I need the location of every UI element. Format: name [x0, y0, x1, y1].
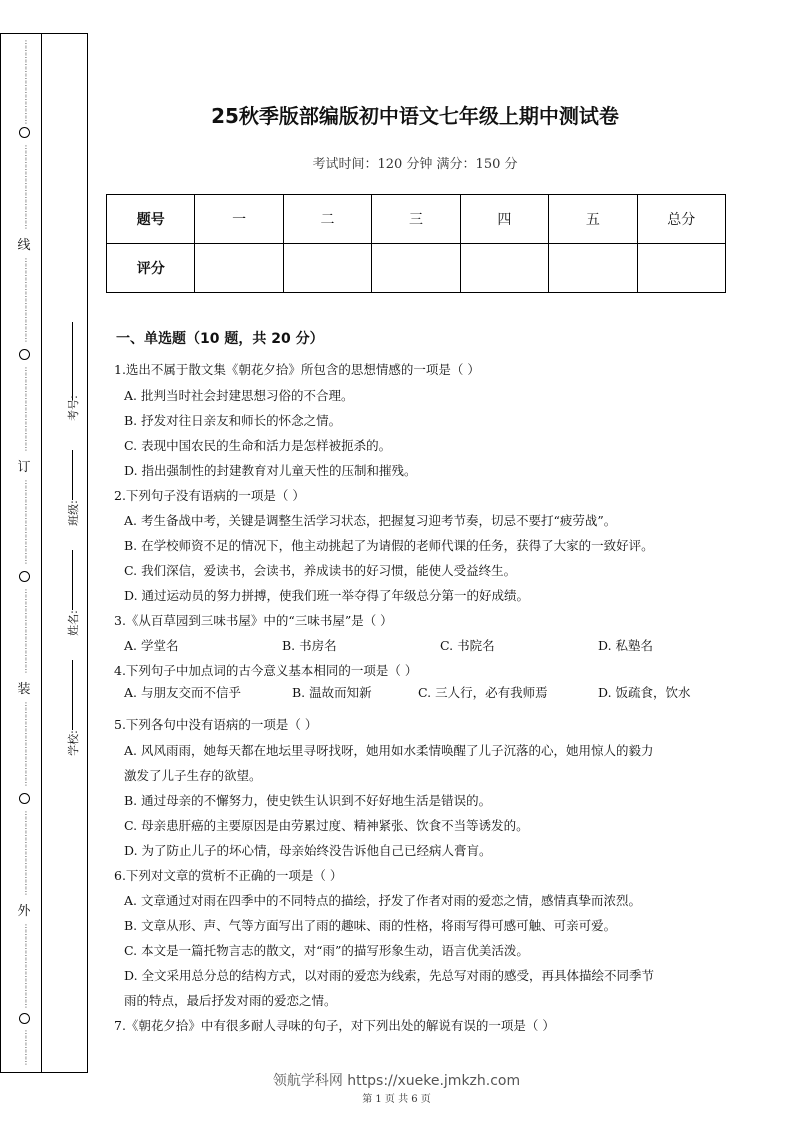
option: B. 在学校师资不足的情况下，他主动挑起了为请假的老师代课的任务，获得了大家的一致好评。: [124, 538, 654, 553]
option: C. 表现中国农民的生命和活力是怎样被扼杀的。: [124, 438, 392, 453]
score-cell[interactable]: [195, 244, 283, 293]
option: D. 全文采用总分总的结构方式，以对雨的爱恋为线索，先总写对雨的感受，再具体描绘不同季节: [124, 968, 655, 983]
binding-dots: ⋮ ⋮ ⋮ ⋮ ⋮ ⋮ ⋮ ⋮ ⋮ ⋮ ⋮ ⋮: [22, 144, 30, 230]
exam-info: 考试时间：120 分钟 满分：150 分: [312, 157, 518, 172]
page-title: 25秋季版部编版初中语文七年级上期中测试卷: [211, 104, 619, 128]
option: D. 饭疏食，饮水: [598, 685, 691, 700]
binding-dots: ⋮ ⋮ ⋮ ⋮ ⋮ ⋮ ⋮ ⋮ ⋮ ⋮ ⋮ ⋮: [22, 257, 30, 343]
footer-site: 领航学科网 https://xueke.jmkzh.com: [272, 1073, 521, 1089]
score-cell[interactable]: [283, 244, 371, 293]
binding-char-line: 线: [16, 234, 32, 253]
option: D. 私塾名: [598, 638, 654, 653]
table-row: [107, 195, 726, 244]
table-cell: 四: [460, 195, 548, 244]
field-class: 班级:: [66, 500, 80, 526]
option: D. 为了防止儿子的坏心情，母亲始终没告诉他自己已经病人膏肓。: [124, 843, 492, 858]
question-1: 1.选出不属于散文集《朝花夕拾》所包含的思想情感的一项是（ ）: [114, 362, 480, 377]
binding-dots: ⋮ ⋮ ⋮ ⋮ ⋮ ⋮ ⋮ ⋮ ⋮ ⋮ ⋮ ⋮: [22, 810, 30, 896]
field-line[interactable]: [72, 660, 73, 730]
field-line[interactable]: [72, 450, 73, 500]
option: A. 批判当时社会封建思想习俗的不合理。: [124, 388, 354, 403]
option: A. 文章通过对雨在四季中的不同特点的描绘，抒发了作者对雨的爱恋之情，感情真挚而浓烈。: [124, 893, 641, 908]
page-number: 第 1 页 共 6 页: [362, 1094, 431, 1105]
question-5: 5.下列各句中没有语病的一项是（ ）: [114, 717, 318, 732]
score-cell[interactable]: [637, 244, 725, 293]
question-4: 4.下列句子中加点词的古今意义基本相同的一项是（ ）: [114, 663, 418, 678]
option: B. 抒发对往日亲友和师长的怀念之情。: [124, 413, 342, 428]
table-cell: 题号: [107, 195, 195, 244]
binding-hole: [19, 127, 30, 138]
question-3: 3.《从百草园到三味书屋》中的“三味书屋”是（ ）: [114, 613, 393, 628]
score-cell[interactable]: [372, 244, 460, 293]
question-2: 2.下列句子没有语病的一项是（ ）: [114, 488, 305, 503]
option: C. 本文是一篇托物言志的散文，对“雨”的描写形象生动，语言优美活泼。: [124, 943, 529, 958]
table-cell: 评分: [107, 244, 195, 293]
table-cell: 五: [549, 195, 637, 244]
binding-dots: ⋮ ⋮ ⋮ ⋮ ⋮ ⋮ ⋮ ⋮ ⋮ ⋮ ⋮ ⋮: [22, 588, 30, 674]
option: B. 文章从形、声、气等方面写出了雨的趣味、雨的性格，将雨写得可感可触、可亲可爱。: [124, 918, 617, 933]
field-line[interactable]: [72, 550, 73, 610]
binding-dots: ⋮ ⋮ ⋮ ⋮ ⋮ ⋮ ⋮ ⋮ ⋮ ⋮ ⋮ ⋮: [22, 39, 30, 125]
option: A. 学堂名: [124, 638, 179, 653]
binding-divider: [41, 34, 42, 1072]
option-continuation: 激发了儿子生存的欲望。: [124, 768, 262, 783]
binding-char-order: 订: [16, 456, 32, 475]
section-heading: 一、单选题（10 题，共 20 分）: [116, 331, 324, 347]
option: D. 指出强制性的封建教育对儿童天性的压制和摧残。: [124, 463, 417, 478]
binding-dots: ⋮ ⋮ ⋮ ⋮ ⋮ ⋮ ⋮ ⋮ ⋮ ⋮ ⋮ ⋮: [22, 479, 30, 565]
binding-dots: ⋮ ⋮ ⋮ ⋮ ⋮ ⋮ ⋮ ⋮ ⋮ ⋮ ⋮ ⋮: [22, 701, 30, 787]
table-cell: 二: [283, 195, 371, 244]
score-cell[interactable]: [549, 244, 637, 293]
binding-char-outer: 外: [16, 900, 32, 919]
option: C. 书院名: [440, 638, 495, 653]
question-6: 6.下列对文章的赏析不正确的一项是（ ）: [114, 868, 343, 883]
question-7: 7.《朝花夕拾》中有很多耐人寻味的句子，对下列出处的解说有误的一项是（ ）: [114, 1018, 555, 1033]
option: C. 母亲患肝癌的主要原因是由劳累过度、精神紧张、饮食不当等诱发的。: [124, 818, 529, 833]
table-cell: 三: [372, 195, 460, 244]
field-exam-number: 考号:: [66, 395, 80, 421]
binding-dots: ⋮ ⋮ ⋮ ⋮ ⋮: [22, 1029, 30, 1066]
option: C. 三人行，必有我师焉: [418, 685, 548, 700]
table-cell: 一: [195, 195, 283, 244]
field-school: 学校:: [66, 730, 80, 756]
field-line[interactable]: [72, 322, 73, 400]
option: B. 书房名: [282, 638, 337, 653]
score-cell[interactable]: [460, 244, 548, 293]
binding-hole: [19, 793, 30, 804]
binding-char-bind: 装: [16, 678, 32, 697]
score-table: [106, 194, 726, 293]
option: A. 风风雨雨，她每天都在地坛里寻呀找呀，她用如水柔情唤醒了儿子沉落的心，她用惊人的毅力: [124, 743, 654, 758]
binding-hole: [19, 349, 30, 360]
option: A. 考生备战中考，关键是调整生活学习状态，把握复习迎考节奏，切忌不要打“疲劳战”。: [124, 513, 617, 528]
binding-margin: [0, 33, 88, 1073]
binding-hole: [19, 1013, 30, 1024]
binding-dots: ⋮ ⋮ ⋮ ⋮ ⋮ ⋮ ⋮ ⋮ ⋮ ⋮ ⋮ ⋮: [22, 366, 30, 452]
option: C. 我们深信，爱读书，会读书，养成读书的好习惯，能使人受益终生。: [124, 563, 517, 578]
table-cell: 总分: [637, 195, 725, 244]
option-continuation: 雨的特点，最后抒发对雨的爱恋之情。: [124, 993, 337, 1008]
option: D. 通过运动员的努力拼搏，使我们班一举夺得了年级总分第一的好成绩。: [124, 588, 530, 603]
binding-hole: [19, 571, 30, 582]
option: A. 与朋友交而不信乎: [124, 685, 241, 700]
binding-dots: ⋮ ⋮ ⋮ ⋮ ⋮ ⋮ ⋮ ⋮ ⋮ ⋮ ⋮ ⋮: [22, 923, 30, 1009]
table-row: [107, 244, 726, 293]
field-name: 姓名:: [66, 610, 80, 636]
option: B. 通过母亲的不懈努力，使史铁生认识到不好好地生活是错误的。: [124, 793, 492, 808]
option: B. 温故而知新: [292, 685, 372, 700]
